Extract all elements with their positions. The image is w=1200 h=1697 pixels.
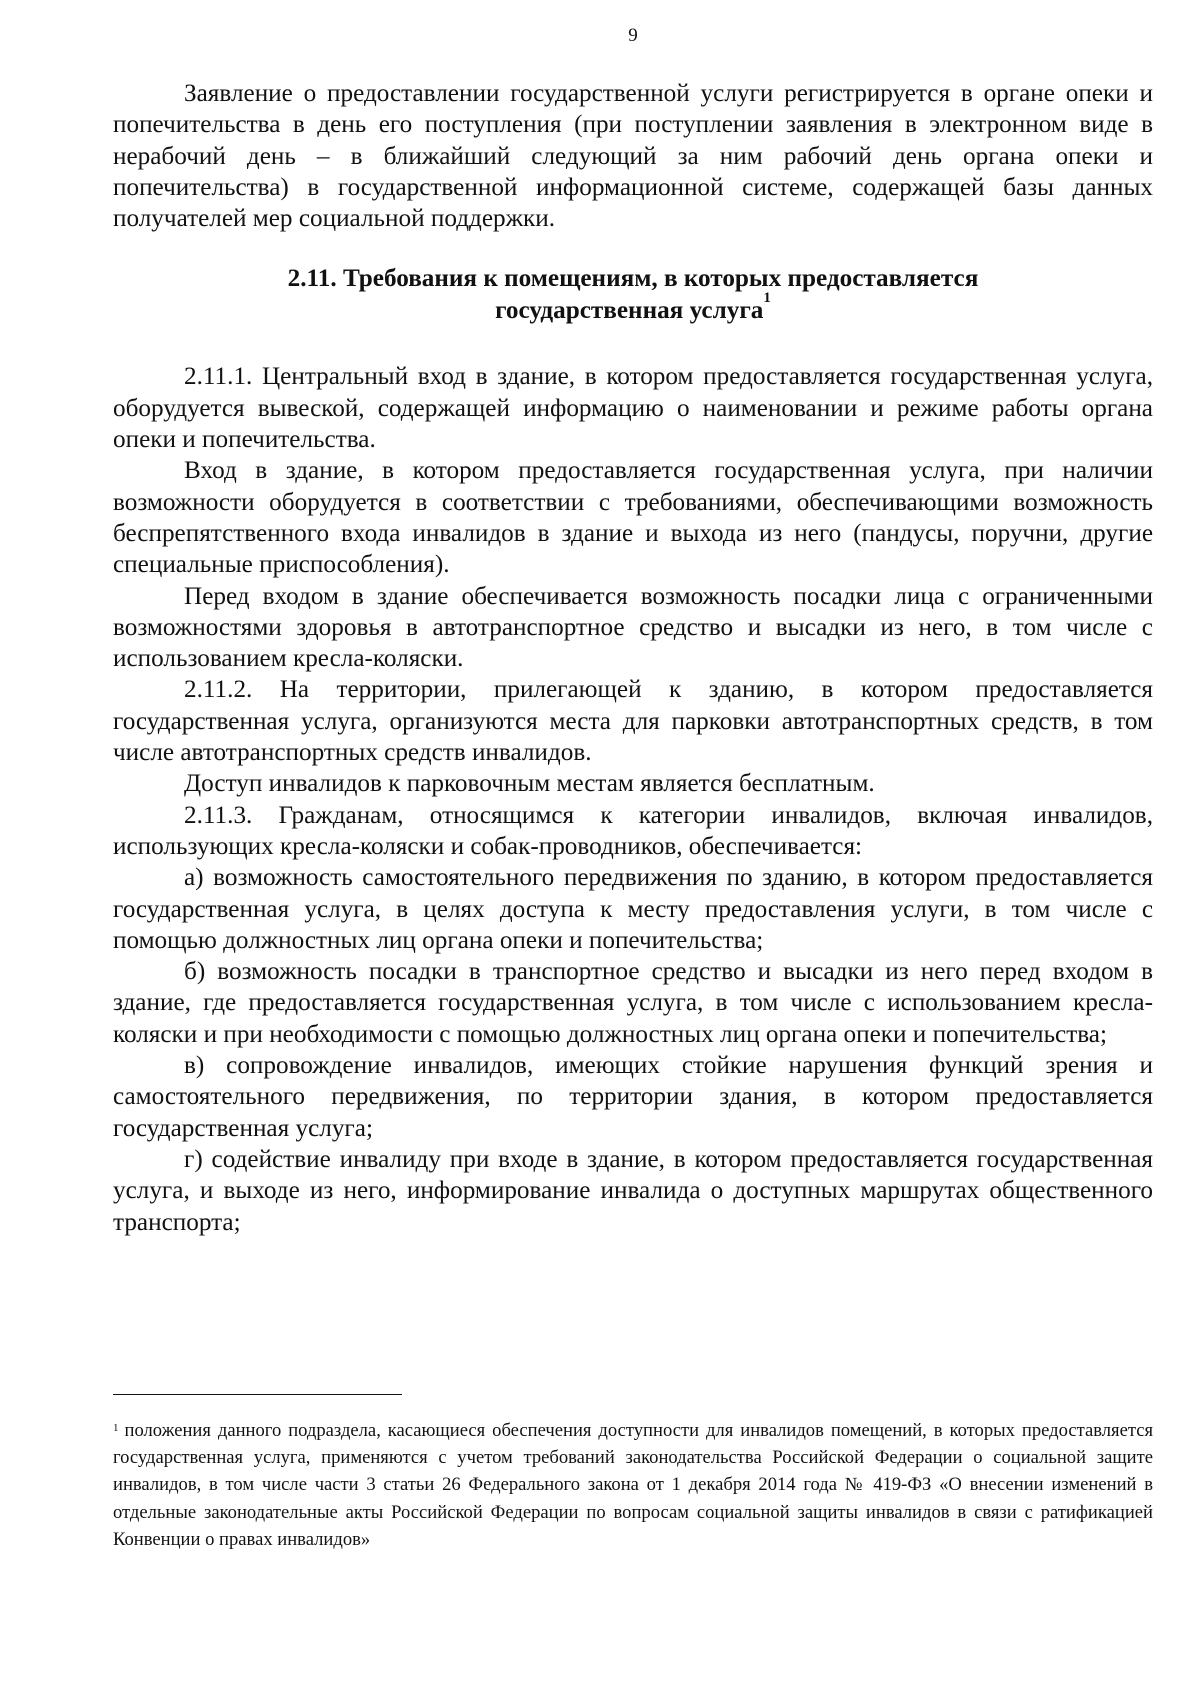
footnote-mark: 1 xyxy=(113,1422,119,1434)
list-item-v: в) сопровождение инвалидов, имеющих стойкие нарушения функций зрения и самостоятельного передвижения, по территории здания, в котором предоставляется государственная услуга; xyxy=(113,1052,1153,1142)
paragraph-free-parking: Доступ инвалидов к парковочным местам является бесплатным. xyxy=(184,770,875,798)
paragraph-2-11-1: 2.11.1. Центральный вход в здание, в котором предоставляется государственная услуга, оборудуется вывеской, содержащей информацию о наименовании и режиме работы органа опеки и попечительства. xyxy=(113,363,1153,454)
section-heading xyxy=(113,263,1153,327)
section-heading-line2: государственная услуга xyxy=(495,297,764,325)
list-item-a: а) возможность самостоятельного передвижения по зданию, в котором предоставляется государственная услуга, в целях доступа к месту предоставления услуги, в том числе с помощью должностных лиц органа опеки и попечительства; xyxy=(113,864,1153,954)
section-heading-line1: 2.11. Требования к помещениям, в которых предоставляется xyxy=(287,265,979,293)
footnote-text: положения данного подраздела, касающиеся обеспечения доступности для инвалидов помещений, в которых предоставляется государственная услуга, применяются с учетом требований законодательства Российской Федерации о социальной защите инвалидов, в том числе части 3 статьи 26 Федерального закона от 1 декабря 2014 года № 419-ФЗ «О внесении изменений в отдельные законодательные акты Российской Федерации по вопросам социальной защиты инвалидов в связи с ратификацией Конвенции о правах инвалидов» xyxy=(113,1420,1153,1550)
paragraph-2-11-3: 2.11.3. Гражданам, относящимся к категории инвалидов, включая инвалидов, использующих кресла-коляски и собак-проводников, обеспечивается: xyxy=(113,801,1153,860)
intro-paragraph: Заявление о предоставлении государственной услуги регистрируется в органе опеки и попечительства в день его поступления (при поступлении заявления в электронном виде в нерабочий день – в ближайший следующий за ним рабочий день органа опеки и попечительства) в государственной информационной системе, содержащей базы данных получателей мер социальной поддержки. xyxy=(113,80,1153,233)
footnote-divider xyxy=(113,1394,402,1395)
page-number: 9 xyxy=(628,25,638,46)
paragraph-entrance-equipment: Вход в здание, в котором предоставляется государственная услуга, при наличии возможности оборудуется в соответствии с требованиями, обеспечивающими возможность беспрепятственного входа инвалидов в здание и выхода из него (пандусы, поручни, другие специальные приспособления). xyxy=(113,457,1153,579)
paragraph-2-11-2: 2.11.2. На территории, прилегающей к зданию, в котором предоставляется государственная услуга, организуются места для парковки автотранспортных средств, в том числе автотранспортных средств инвалидов. xyxy=(113,676,1153,767)
footnote-reference[interactable]: 1 xyxy=(763,290,771,307)
paragraph-boarding: Перед входом в здание обеспечивается возможность посадки лица с ограниченными возможностями здоровья в автотранспортное средство и высадки из него, в том числе с использованием кресла-коляски. xyxy=(113,582,1153,673)
document-body xyxy=(113,78,1153,1238)
list-item-g: г) содействие инвалиду при входе в здание, в котором предоставляется государственная услуга, и выходе из него, информирование инвалида о доступных маршрутах общественного транспорта; xyxy=(113,1145,1153,1236)
footnote xyxy=(113,1417,1153,1553)
list-item-b: б) возможность посадки в транспортное средство и высадки из него перед входом в здание, где предоставляется государственная услуга, в том числе с использованием кресла-коляски и при необходимости с помощью должностных лиц органа опеки и попечительства; xyxy=(113,958,1153,1048)
